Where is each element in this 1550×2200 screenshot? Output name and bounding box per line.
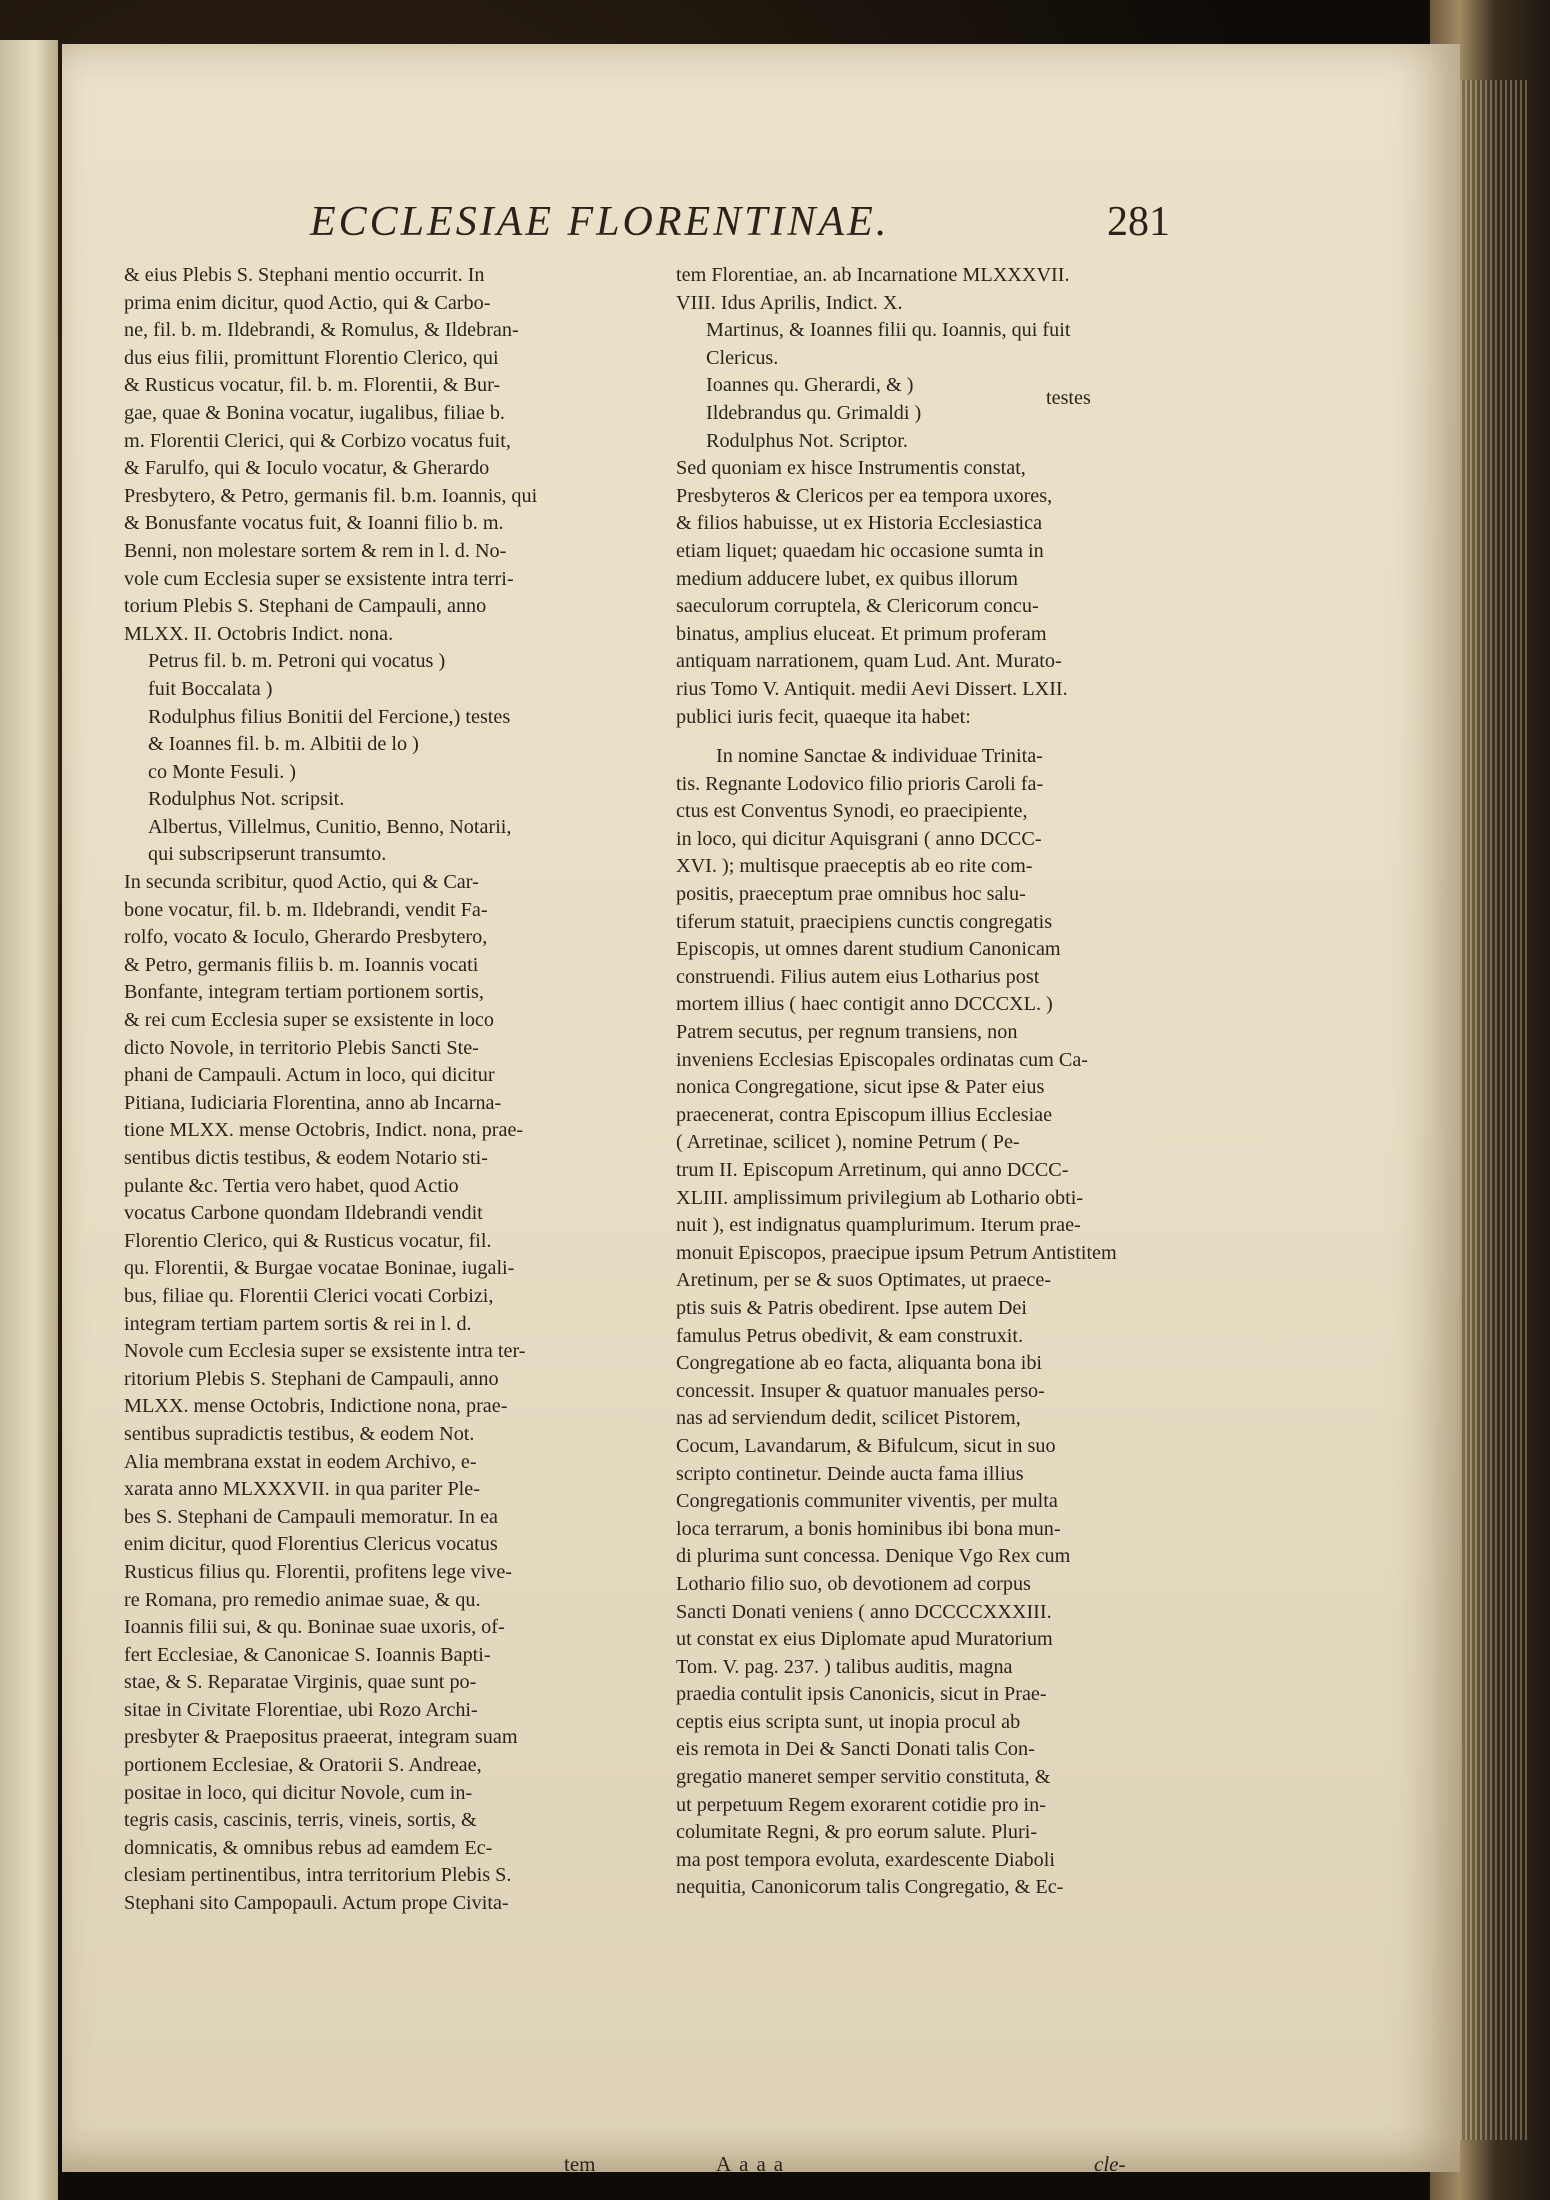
witness-line: fuit Boccalata ): [148, 677, 273, 700]
text-line: publici iuris fecit, quaeque ita habet:: [676, 705, 971, 728]
text-line: m. Florentii Clerici, qui & Corbizo vocatus fuit,: [124, 429, 511, 452]
left-column: [124, 262, 639, 1918]
right-column: [676, 262, 1146, 1902]
witness-line: Petrus fil. b. m. Petroni qui vocatus ): [148, 650, 446, 673]
quote-line: XLIII. amplissimum privilegium ab Lothario obti-: [676, 1186, 1084, 1209]
text-line: dicto Novole, in territorio Plebis Sancti Ste-: [124, 1036, 479, 1059]
text-line: ne, fil. b. m. Ildebrandi, & Romulus, & Ildebran-: [124, 319, 519, 342]
quote-line: positis, praeceptum prae omnibus hoc salu-: [676, 883, 1026, 906]
text-line: saeculorum corruptela, & Clericorum concu-: [676, 595, 1039, 618]
quote-line: Sancti Donati veniens ( anno DCCCCXXXIII.: [676, 1600, 1052, 1623]
text-line: Ioannis filii sui, & qu. Boninae suae uxoris, of-: [124, 1616, 505, 1639]
left-paragraph-2: [124, 869, 639, 1918]
text-line: & Farulfo, qui & Ioculo vocatur, & Gherardo: [124, 457, 490, 480]
quote-line: inveniens Ecclesias Episcopales ordinatas cum Ca-: [676, 1048, 1089, 1071]
quote-line: trum II. Episcopum Arretinum, qui anno DCCC-: [676, 1159, 1069, 1181]
left-witness-list: [124, 648, 639, 869]
text-line: Pitiana, Iudiciaria Florentina, anno ab Incarna-: [124, 1091, 502, 1114]
witness-line: Ildebrandus qu. Grimaldi ): [706, 401, 922, 424]
text-line: bone vocatur, fil. b. m. Ildebrandi, vendit Fa-: [124, 898, 488, 921]
text-line: tione MLXX. mense Octobris, Indict. nona, prae-: [124, 1119, 524, 1142]
text-line: MLXX. II. Octobris Indict. nona.: [124, 622, 394, 645]
text-line: & Petro, germanis filiis b. m. Ioannis vocati: [124, 953, 479, 976]
quote-line: di plurima sunt concessa. Denique Vgo Rex cum: [676, 1545, 1071, 1568]
quote-line: monuit Episcopos, praecipue ipsum Petrum Antistitem: [676, 1241, 1117, 1264]
text-line: vole cum Ecclesia super se exsistente intra terri-: [124, 567, 514, 590]
text-line: torium Plebis S. Stephani de Campauli, anno: [124, 595, 487, 618]
text-line: & Bonusfante vocatus fuit, & Ioanni filio b. m.: [124, 512, 504, 535]
text-line: Rusticus filius qu. Florentii, profitens lege vive-: [124, 1560, 512, 1583]
quote-line: XVI. ); multisque praeceptis ab eo rite com-: [676, 855, 1033, 878]
text-line: pulante &c. Tertia vero habet, quod Actio: [124, 1174, 459, 1197]
quote-line: nequitia, Canonicorum talis Congregatio, & Ec-: [676, 1876, 1064, 1899]
previous-page-edge: [0, 40, 58, 2200]
quote-line: loca terrarum, a bonis hominibus ibi bona mun-: [676, 1517, 1061, 1540]
quote-line: Aretinum, per se & suos Optimates, ut praece-: [676, 1269, 1052, 1292]
quote-line: concessit. Insuper & quatuor manuales perso-: [676, 1379, 1045, 1402]
text-line: bes S. Stephani de Campauli memoratur. In ea: [124, 1505, 498, 1528]
witness-line: Martinus, & Ioannes filii qu. Ioannis, qui fuit: [706, 319, 1071, 342]
quote-line: In nomine Sanctae & individuae Trinita-: [716, 745, 1043, 768]
text-line: binatus, amplius eluceat. Et primum proferam: [676, 622, 1047, 645]
quote-line: Lothario filio suo, ob devotionem ad corpus: [676, 1572, 1031, 1595]
witness-line: & Ioannes fil. b. m. Albitii de lo ): [148, 733, 419, 756]
text-line: sentibus dictis testibus, & eodem Notario sti-: [124, 1147, 488, 1169]
quote-line: Episcopis, ut omnes darent studium Canonicam: [676, 938, 1061, 961]
text-line: integram tertiam partem sortis & rei in l. d.: [124, 1312, 472, 1335]
quote-line: ceptis eius scripta sunt, ut inopia procul ab: [676, 1710, 1021, 1733]
text-line: Presbyteros & Clericos per ea tempora uxores,: [676, 484, 1053, 507]
text-line: Novole cum Ecclesia super se exsistente intra ter-: [124, 1340, 526, 1363]
testes-label: testes: [1046, 387, 1091, 410]
witness-line: Clericus.: [706, 346, 779, 369]
text-line: etiam liquet; quaedam hic occasione sumta in: [676, 539, 1044, 562]
witness-line: Albertus, Villelmus, Cunitio, Benno, Notarii,: [148, 815, 512, 838]
text-line: gae, quae & Bonina vocatur, iugalibus, filiae b.: [124, 401, 505, 424]
quote-line: ma post tempora evoluta, exardescente Diaboli: [676, 1848, 1055, 1871]
witness-line: Ioannes qu. Gherardi, & ): [706, 374, 914, 397]
catchword-right: cle-: [1094, 2152, 1126, 2176]
text-line: rius Tomo V. Antiquit. medii Aevi Dissert. LXII.: [676, 677, 1068, 700]
text-line: bus, filiae qu. Florentii Clerici vocati Corbizi,: [124, 1284, 494, 1307]
left-paragraph-1: [124, 262, 639, 648]
quote-line: Cocum, Lavandarum, & Bifulcum, sicut in suo: [676, 1434, 1056, 1457]
quote-line: mortem illius ( haec contigit anno DCCCXL. ): [676, 993, 1053, 1016]
quote-line: famulus Petrus obedivit, & eam construxit.: [676, 1324, 1024, 1347]
text-line: Presbytero, & Petro, germanis fil. b.m. Ioannis, qui: [124, 484, 538, 507]
text-line: MLXX. mense Octobris, Indictione nona, prae-: [124, 1395, 508, 1418]
quote-line: Tom. V. pag. 237. ) talibus auditis, magna: [676, 1655, 1013, 1678]
text-line: prima enim dicitur, quod Actio, qui & Carbo-: [124, 291, 491, 314]
witness-line: co Monte Fesuli. ): [148, 760, 297, 783]
text-line: portionem Ecclesiae, & Oratorii S. Andreae,: [124, 1754, 482, 1777]
text-line: domnicatis, & omnibus rebus ad eamdem Ec-: [124, 1836, 493, 1859]
text-line: & rei cum Ecclesia super se exsistente in loco: [124, 1009, 494, 1032]
running-header: [310, 198, 1170, 260]
text-line: enim dicitur, quod Florentius Clericus vocatus: [124, 1533, 498, 1556]
right-witness-list: [676, 317, 1146, 455]
witness-line: qui subscripserunt transumto.: [148, 843, 387, 866]
quote-line: ut constat ex eius Diplomate apud Muratorium: [676, 1628, 1053, 1651]
page-number: 281: [1107, 199, 1170, 245]
witness-line: Rodulphus Not. Scriptor.: [706, 429, 908, 452]
signature-mark: Aaaa: [716, 2152, 792, 2176]
quote-line: ut perpetuum Regem exorarent cotidie pro in-: [676, 1793, 1046, 1816]
text-line: tegris casis, cascinis, terris, vineis, sortis, &: [124, 1809, 477, 1832]
text-line: re Romana, pro remedio animae suae, & qu.: [124, 1588, 481, 1611]
quote-line: ctus est Conventus Synodi, eo praecipiente,: [676, 800, 1028, 823]
text-line: Florentio Clerico, qui & Rusticus vocatur, fil.: [124, 1229, 492, 1252]
text-line: Benni, non molestare sortem & rem in l. d. No-: [124, 539, 507, 562]
text-line: Sed quoniam ex hisce Instrumentis constat,: [676, 457, 1026, 480]
quote-line: nuit ), est indignatus quamplurimum. Iterum prae-: [676, 1214, 1081, 1237]
page-stack-lines: [1450, 80, 1530, 2140]
quote-line: eis remota in Dei & Sancti Donati talis Con-: [676, 1738, 1035, 1761]
text-line: vocatus Carbone quondam Ildebrandi vendit: [124, 1202, 483, 1225]
catchword-left: tem: [564, 2152, 596, 2176]
text-line: & filios habuisse, ut ex Historia Ecclesiastica: [676, 512, 1043, 535]
text-line: stae, & S. Reparatae Virginis, quae sunt po-: [124, 1671, 477, 1694]
text-line: antiquam narrationem, quam Lud. Ant. Murato-: [676, 650, 1062, 673]
text-line: medium adducere lubet, ex quibus illorum: [676, 567, 1018, 590]
header-title: ECCLESIAE FLORENTINAE.: [310, 199, 890, 245]
quote-line: tis. Regnante Lodovico filio prioris Caroli fa-: [676, 772, 1044, 795]
text-line: Bonfante, integram tertiam portionem sortis,: [124, 981, 484, 1004]
text-line: In secunda scribitur, quod Actio, qui & Car-: [124, 871, 479, 894]
quote-line: in loco, qui dicitur Aquisgrani ( anno DCCC-: [676, 827, 1042, 850]
quote-line: nonica Congregatione, sicut ipse & Pater eius: [676, 1076, 1045, 1099]
text-line: sentibus supradictis testibus, & eodem Not.: [124, 1422, 475, 1445]
text-line: Alia membrana exstat in eodem Archivo, e-: [124, 1450, 477, 1473]
text-line: & eius Plebis S. Stephani mentio occurrit. In: [124, 264, 485, 286]
right-paragraph-1: [676, 262, 1146, 317]
text-line: clesiam pertinentibus, intra territorium Plebis S.: [124, 1864, 512, 1887]
text-line: presbyter & Praepositus praeerat, integram suam: [124, 1726, 518, 1749]
quote-line: ptis suis & Patris obedirent. Ipse autem Dei: [676, 1296, 1027, 1319]
text-line: rolfo, vocato & Ioculo, Gherardo Presbytero,: [124, 926, 488, 949]
text-line: VIII. Idus Aprilis, Indict. X.: [676, 291, 903, 314]
text-line: Stephani sito Campopauli. Actum prope Civita-: [124, 1892, 509, 1915]
quote-line: Congregationis communiter viventis, per multa: [676, 1490, 1058, 1513]
quote-line: gregatio maneret semper servitio constituta, &: [676, 1766, 1051, 1789]
witness-line: Rodulphus Not. scripsit.: [148, 788, 345, 811]
quote-line: ( Arretinae, scilicet ), nomine Petrum ( Pe-: [676, 1131, 1020, 1154]
text-line: positae in loco, qui dicitur Novole, cum in-: [124, 1781, 473, 1804]
text-line: & Rusticus vocatur, fil. b. m. Florentii, & Bur-: [124, 374, 501, 397]
quote-line: praedia contulit ipsis Canonicis, sicut in Prae-: [676, 1683, 1047, 1706]
witness-line: Rodulphus filius Bonitii del Fercione,) testes: [148, 705, 511, 728]
quote-line: praecenerat, contra Episcopum illius Ecclesiae: [676, 1103, 1053, 1126]
text-line: dus eius filii, promittunt Florentio Clerico, qui: [124, 346, 499, 369]
text-line: ritorium Plebis S. Stephani de Campauli, anno: [124, 1367, 499, 1390]
quote-line: construendi. Filius autem eius Lotharius post: [676, 965, 1040, 988]
text-line: sitae in Civitate Florentiae, ubi Rozo Archi-: [124, 1698, 478, 1721]
text-line: tem Florentiae, an. ab Incarnatione MLXXXVII.: [676, 264, 1070, 286]
text-line: phani de Campauli. Actum in loco, qui dicitur: [124, 1064, 495, 1087]
text-line: qu. Florentii, & Burgae vocatae Boninae, iugali-: [124, 1257, 515, 1280]
quote-line: Congregatione ab eo facta, aliquanta bona ibi: [676, 1352, 1043, 1375]
quote-line: nas ad serviendum dedit, scilicet Pistorem,: [676, 1407, 1021, 1430]
quote-line: tiferum statuit, praecipiens cunctis congregatis: [676, 910, 1053, 933]
text-line: xarata anno MLXXXVII. in qua pariter Ple-: [124, 1478, 480, 1501]
text-line: fert Ecclesiae, & Canonicae S. Ioannis Bapti-: [124, 1643, 491, 1666]
quote-line: Patrem secutus, per regnum transiens, non: [676, 1021, 1018, 1044]
quote-line: columitate Regni, & pro eorum salute. Pluri-: [676, 1821, 1038, 1844]
right-quoted-narrative: [676, 743, 1146, 1902]
right-paragraph-2: [676, 455, 1146, 731]
quote-line: scripto continetur. Deinde aucta fama illius: [676, 1462, 1024, 1485]
